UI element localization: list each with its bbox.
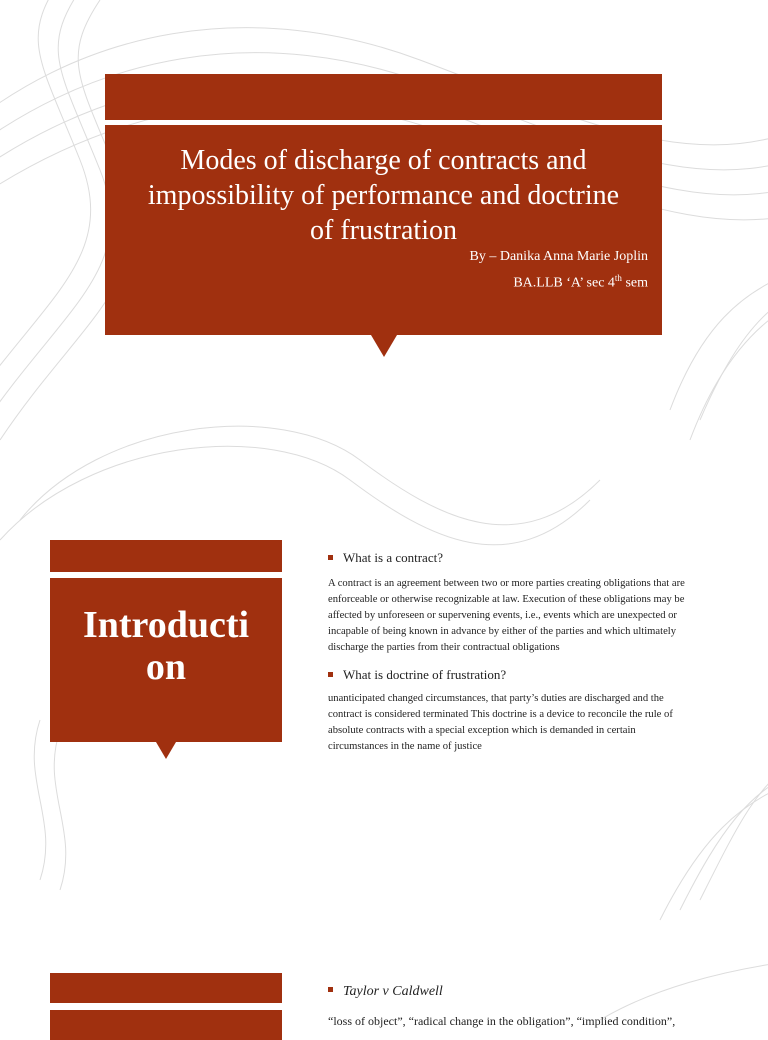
heading-line: Introducti bbox=[82, 604, 250, 646]
case-partial-text: “loss of object”, “radical change in the obligation”, “implied condition”, bbox=[328, 1014, 676, 1028]
case-slide bbox=[0, 930, 768, 1028]
presentation-title bbox=[105, 143, 662, 248]
title-line: impossibility of performance and doctrine bbox=[147, 180, 620, 211]
title-box bbox=[105, 125, 662, 335]
intro-heading-box bbox=[50, 578, 282, 742]
bullet-what-is-contract: What is a contract? bbox=[328, 550, 443, 566]
frustration-paragraph: unanticipated changed circumstances, that party’s duties are discharged and the contract is considered terminated This doctrine is a device to reconcile the rule of absolute contracts with a special exception which is demanded in certain circumstances in the name of justice bbox=[328, 693, 673, 752]
intro-top-strip bbox=[50, 540, 282, 572]
title-line: of frustration bbox=[310, 215, 457, 246]
heading-line: on bbox=[145, 646, 187, 688]
author-line: By – Danika Anna Marie Joplin bbox=[469, 249, 648, 264]
title-slide bbox=[0, 0, 768, 440]
title-line: Modes of discharge of contracts and bbox=[180, 145, 587, 176]
title-top-strip bbox=[105, 74, 662, 120]
bullet-taylor-v-caldwell: Taylor v Caldwell bbox=[328, 984, 443, 1000]
course-prefix: BA.LLB ‘A’ sec 4 bbox=[513, 275, 615, 291]
case-heading-box bbox=[50, 1010, 282, 1040]
intro-heading bbox=[50, 604, 282, 688]
bullet-what-is-frustration: What is doctrine of frustration? bbox=[328, 667, 506, 683]
course-line bbox=[513, 273, 648, 292]
callout-pointer bbox=[371, 335, 397, 357]
contract-paragraph: A contract is an agreement between two or more parties creating obligations that are enforceable or otherwise recognizable at law. Execution of these obligations may be affected by unforeseen or supervening events, i.e., events which are unexpected or incapable of being known in advance by either of the parties and which ultimately discharge the parties from their contractual obligations bbox=[328, 578, 685, 653]
course-superscript: th bbox=[614, 273, 622, 283]
case-top-strip bbox=[50, 973, 282, 1003]
introduction-slide bbox=[0, 470, 768, 910]
course-suffix: sem bbox=[621, 275, 648, 291]
callout-pointer bbox=[156, 742, 176, 759]
